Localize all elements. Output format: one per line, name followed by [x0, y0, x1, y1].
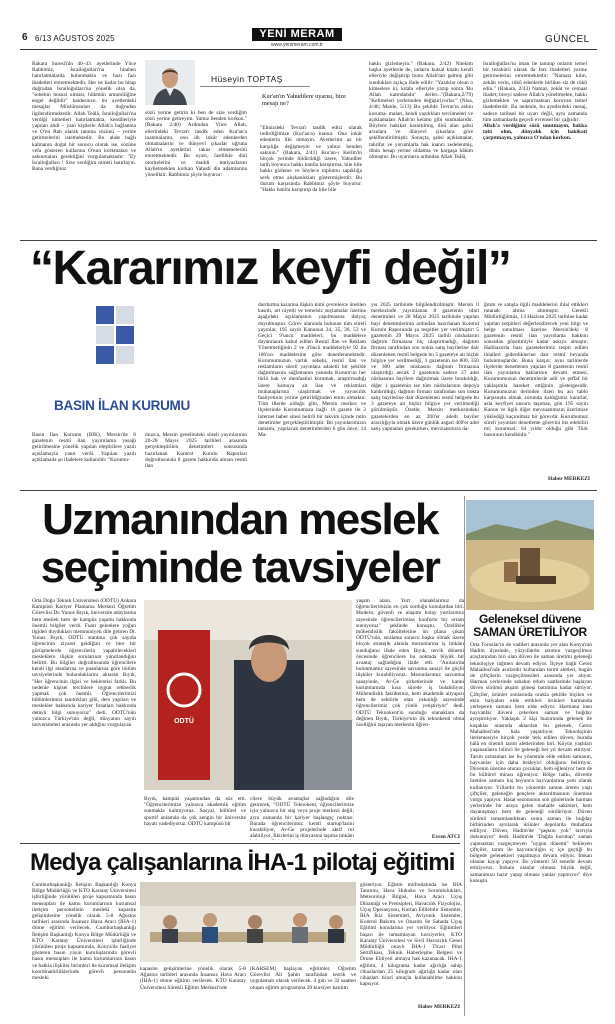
story1-text-1: Basın İlan Kurumu (BİK), Mersin'de 8 gazetenin resmî ilan yayımlama yasağı getirilmesine yönelik yapılan eleştirilere yazılı açıklamayla yanıt verdi. Yapılan yazılı açıklamada şu ifadelere kullanıldı: "Kurumu-	[32, 432, 136, 463]
bik-logo-text: BASIN İLAN KURUMU	[54, 398, 190, 413]
author-rule	[200, 86, 310, 87]
column-pull-quote: Kur'an'ın Yahudilere uyarısı, bize mesajı ne?	[262, 93, 346, 108]
odtu-stand-photo	[144, 600, 352, 790]
story2-headline-line1: Uzmanından meslek	[42, 495, 438, 544]
page-number: 6	[22, 32, 28, 43]
story2-text-1: Orta Doğu Teknik Üniversitesi (ODTÜ) Ankara Kampüsü Kariyer Planlama Merkezi Öğretim Görevlisi Dr. Yunus Bıyık, üniversite adaylarına hem meslek hem de kampüs yaşamı hakkında önemli bilgiler verdi. Fuarı gelenlere yoğun ilgiden duydukları memnuniyeti dile getiren Dr. Yunus Bıyık, ODTÜ stantına çok sayıda öğrencinin ziyaret geldiğini ve bire bir görüşmelerde öğrencilerin yapabilecekleri mesleklere ilişkin sorularının yanıtlandığını belirtti. Bu bilgiler doğrultusunda öğrencilere kendi ilgi alanlarına ve puanlarına göre bölüm tavsiyelerinde bulunduklarını aktaran Bıyık, "Her öğrencinin ilgisi ve beklentisi farklı. Bu nedenle kişisel tercihlere uygun rehberlik yapmak çok önemli. Öğrencilerimizi bölümlerimizi tanıttıkları gibi, ders yapıları ve meslekler hakkında kariyer fırsatları hakkında detaylı bilgi sunuyoruz" dedi. ODTÜ'nün yalnızca Türkiye'nin değil, dünyanın sayılı üniversiteleri arasında yer aldığını vurgulayan	[32, 598, 136, 729]
story3-text-1: Cumhurbaşkanlığı İletişim Başkanlığı Konya Bölge Müdürlüğü ve KTO Karatay Üniversitesi işbirliğinde yürütülen proje kapsamında basın mensupları ile kamu kurumlarının kurumsal iletişim personelinin mesleki kapasite gelişimlerine yönelik olarak 5-8 Ağustos tarihleri arasında İnsansız Hava Aracı (İHA-1) drone eğitimi verilecek. Cumhurbaşkanlığı İletişim Başkanlığı Konya Bölge Müdürlüğü ve KTO Karatay Üniversitesi işbirliğinde yürütülen proje kapsamında, Konya'da faaliyet gösteren basın yayın kuruluşlarında görevli basın mensupları ile kamu kurumlarının basın ve halkla ilişkiler birimleri ile kurumsal iletişim koordinatörlüklerinde görevli personelin mesleki	[32, 882, 136, 982]
sidebar-headline-line1: Geleneksel düvene	[479, 612, 581, 626]
story1-text-3: durdurma kararına ilişkin kimi çevrelerce üretilen kasıtlı, art niyetli ve temelsiz suçlamalar üzerine aşağıdaki açıklamanın yapılmasına ihtiyaç duyulmuştur. Görev alanında bulunan tüm süreli yayınlar, 195 sayılı Kanunun 34, 35, 36, 53 ve Geçici 9'uncu maddeleri; bu maddelere dayanılarak kabul edilen Resmî İlan ve Reklam Yönetmeliğinin 2 ve 4'üncü maddeleriyle 92 ila 106'ncı maddelerine göre denetlenmektedir. Kurumumuzun varlık sebebi, resmî ilan ve reklamların süreli yayınlara adaletli bir şekilde dağıtılmasını sağlamanın yanında Kurum'un her türlü hak ve menfaatini korumak, araştırmadığı üzere kamuya ait ilan ve reklamları muhataplarına ulaştırmak ve yayıncılık faaliyetinin yerine getirildiğinden emin olmaktır. Tüm illerde olduğu gibi, Mersin merkez ve ilçelerinde Kurumumuza bağlı 16 gazete ile 3 internet haber sitesi belirli bir takvim içinde rutin denetimler gerçekleştirilmiştir. Bu yayınlarımızın tamamı, yapılacak denetimlerden 6 gün önce, 14 Ma-	[258, 302, 366, 439]
bik-logo-mark	[32, 300, 212, 390]
column-text-4: hakkı gizlemeyin." (Bakara, 2/42) Nitekim başka ayetlerde de, onların kutsal kitabı kendi elleriyle değiştirip bunu Allah'tan gelmiş gibi sundukları açıkça ifade edilir: "Yazıklar olsun o kimselere ki, kitabı elleriyle yazıp sonra 'Bu Allah katındandır' derler..."(Bakara,2/79) "Kelimeleri yerlerinden değiştiriyorlar." (Nisa, 4/46; Maide, 5/13) Bu şekilde Tevrat'ın aslını koruma- maları, kendi yazdıkları tercümeleri ve açıklamaları Allah'ın kelamı gibi sunmalarıdır. Böylece hakikat karartılmış, dinî alan şahsi arzulara ve dünyevî çıkarlara göre şekillendirilmiştir. Sonuçta, şahsi açıklamalar, tahrifat ve yorumlarla hak inancı zedelenmiş, dinin hesap yerine oldatma ve kargaşa hâkim olmuştur. Bu uyarıların ardından Allah Teâlâ,	[369, 61, 473, 161]
column-closing-bold: Allah'a verdiğiniz sözü unutmayın, hakka tabi olun, dünyalık için hakikati çarpıtmayın, yalnızca O'ndan korkun.	[483, 123, 587, 142]
column-text-2: sözü yerine getirin ki ben de size verdiğim sözü yerine getireyim. Yalnız benden korkun." (Bakara 2/40) Ardından Yüce Allah, ellerindeki Tevrat'ı tasdik eden Kur'an'a inanmalarını, onu ilk inkâr edenlerden olmamalarını ve dünyevî çıkarlar uğruna Allah'ın ayetlerini takas etmemelerini emretmektedir. Bu uyarı, özellikle dinî otoritelerini ve maddi imtiyazlarını kaybetmekten korkan Yahudi din adamlarına yöneliktir. Rabbimiz şöyle buyurur:	[145, 110, 247, 179]
threshing-sled-photo	[466, 500, 594, 610]
author-photo	[145, 60, 195, 105]
story3-text-3: (KARSEM) başlayan eğitimler, Öğretim Görevlisi Ali Şahin tarafından teorik ve uygulamalı olarak verilecek. 4 gün ve 32 saatten oluşan eğitim programına 20 kursiyer katılım	[250, 966, 356, 991]
story1-signature: Haber MERKEZİ	[548, 476, 590, 482]
bik-logo	[32, 300, 212, 430]
column-text-1: Bakara Suresi'nin 40–43. ayetlerinde Yüce Rabbimiz, İsrailoğulları'na hitaben hatırlatmalarda bulunmakta ve bazı fazı ibadetleri emretmektedir. Her ne kadar bu hitap doğrudan İsrailoğulları'na yönelik olsa da, "sebebin hususi olması, hükmün umumiliğine engel değildir" kaidesince, bu ayetlerdeki mesajlar Müslümanları da doğrudan ilgilendirmektedir. Allah Teâlâ, İsrailoğulları'na verdiği nimetleri hatırlatmakta, kendileriyle yapılan ahdi – yani kişilerle Allah'a bağlanma ve O'nu Rab olarak tanıma sözünü – yerine getirmelerini istemektedir. Bu ahde bağlı kalmanın doğal bir sonucu olarak ise, sözüne vefa gösteren kullarına O'nun korkmaları ve sakınmaları gerektiğini vurgulamaktadır: "Ey İsrailoğulları ! Size verdiğim nimeti hatırlayın. Bana verdiğiniz	[32, 61, 136, 173]
column-text-3: "Elinizdeki Tevrat'ı tasdik edici olarak indirdiğimize (Kur'an'a) inanın. Ona inkâr edenlerin ilki olmayın. Ayetlerimi az bir karşılığa değişmeyin ve yalnız benden sakının." (Bakara, 2/41) Kur'an-ı Kerim'in birçok yerinde bildirildiği üzere, Yahudiler tarih boyunca hakkı batılla karıştırma, bile bile hakkı gizleme ve böylece toplumu sapıklığa sevk etme alışkanlıkları göstermişlerdir. Bu durum karşısında Rabbimiz şöyle buyurur: "Hakkı batılla karıştırıp da bile bile	[260, 125, 362, 194]
story2-col4-block	[250, 796, 354, 840]
masthead-logo: YENİ MERAM	[252, 28, 342, 41]
header-rule	[20, 49, 597, 50]
issue-date: 6/13 AĞUSTOS 2025	[35, 34, 115, 43]
sidebar-headline-line2: SAMAN ÜRETİLİYOR	[473, 625, 587, 639]
column-author: Hüseyin TOPTAŞ	[211, 74, 283, 84]
odtu-banner-text: ODTÜ	[174, 718, 194, 725]
story1-headline: “Kararımız keyfi değil”	[30, 242, 511, 295]
column-text-5-wrap	[483, 61, 587, 235]
sidebar-text: Orta Toroslar'ın de vadileri arasında yer alan Konya'nın Hadim ilçesinde, yüzyıllardır tarımın vazgeçilmez araçlarından biri olan düven ile saman üretimi geleneği teknolojiye rağmen devam ediyor. İlçeye bağlı Gerez Mahallesi'nde asırlardır kullanılan tarım aletleri, bugün de çiftçilerin vazgeçilmezleri arasında yer alıyor. Harman yerlerinde sabahın erken saatlerinde başlayan düven sürümü akşam güneşi batımına kadar sürüyor. Çiftçiler, ürünler sonlarında orakla şekilde biçilen ve ekin balyaları elde ettikleri ürünleri harmanda yerleşerek samanı hem elde ediyor. Harmana inen hayvanlar düveni çekerken saman ve buğday ayrıştırılıyor. Yaklaşık 2 kişi huzurunda gelenek ile kuşaklar arasında aktarılan bu gelenek, Gerez Mahallesi'nde hala yaşatılıyor. Teknolojinin ilerlemesiyle birçok yerde terk edilen düven, burada hâlâ en önemli tarım aletlerinden biri. Köyün yaşlıları yaşananların bilinci ile geleneği her yıl devam ettiriyor. Tarım uzmanları ise bu yöntemle elde edilen samanın, hayvanlar için daha besleyici olduğunu belirtiyor. Düvenin üzerine oturan çocuklar, hem eğleniyor hem de bu kültürel mirası öğreniyor. Bölge halkı, düvenle üretilen samanı kış boyunca hayvanlarına yem olarak kullanıyor. Yıllardır bu yöntemle saman üreten yaşlı çiftçiler, geleneğin gençlere aktarılmasının önemine vurgu yapıyor. Hasat sezonunun son günlerinde harman yerlerinde bir araya gelen mahalle sakinleri, hem dayanışmayı hem de geleneği sürdürüyor. Düven sürümü tamamlandıktan sonra saman ile buğday birbirinden ayrılarak ürünler depolarda muhafaza ediliyor. Düven, Hadim'de "şaşkını yok" tavrıyla dokunuyor" dedi. Hadim'de "Dağda kurutup" saman yapmaktan vazgeçmeyen "uygun dönemi" bekleyen çiftçiler, tarım ile hayvancılığın iç içe geçtiği bu bölgede gelenekleri yaşatmaya devam ediyor. İmkan olanlar kayıp yapıyor. Bu yöntemi 50 senedir devam ettiriyoruz. İmkanı olanlar olmasa büyük değil, samanımızı hazır yapıp olmasa yanlar yapmıyor" diye konuştu.	[470, 642, 592, 884]
story2-text-column-3: yaşam alanı. Yurt olanaklarımız da öğrencilerimizin en çok sorduğu konulardan biri. Modern, güvenli ve ulaşımı kolay yurtlarımız sayesinde öğrencilerimize konforlu bir ortam sunuyoruz" şeklinde konuştu. Özellikle mühendislik fakültelerine ön plana çıkan ODTÜ'nün, sıralama sonucu başka olmak üzere birçok stratejik alanda mezunlarına iş imkânı sunduğunu ifade eden Bıyık, tercih dönemi öncesinde öğrencilere bu noktada büyük bir avantaj sağladığını ifade etti. "Anılara'da bulunmamız sayesinde savunma sanayi ile güçlü ilişkiler kurabiliyoruz. Mezunlarımız savunma sanayinde, Ar-Ge şirketlerinde ve kamu kurumlarında kısa sürede iş bulabiliyor. Mühendislik fakültemiz, hem akademik altyapısı hem de sektörle olan yakınlığı sayesinde öğrencilerimiz çok yönlü yetiştiriyor" dedi. ODTÜ Teknokent'in sunduğu olanaklara da değinen Bıyık, Türkiye'nin ilk teknokenti olma özelliğini taşıyan merkezin öğren-	[356, 598, 464, 729]
story1-text-4: yıs 2025 tarihinde bilgilendirilmiştir. Mersin il merkezinde yayımlanan 8 gazetenin idari denetimleri ve 28 Mayıs 2025 tarihinde yapılan bayi denetimlerinin ardından hazırlanan Kontrol Kurulu Raporunda şu tespitler yer verilmiştir: 5 gazetenin 29 Mayıs 2025 tarihli nüshalarını dağıtım firmasına hiç ulaştırmadığı, dağıtım firması tarafından son nokta satış bayilerine dair düzenlenen resmî belgede bu 5 gazeteye ait hiçbir bilgiye yer verilmediği, 3 gazetenin ise 800, 350 ve 300 adet nüshasını dağıtım firmasına ulaştırdığı ancak 2 gazetenin sadece 27 adet nüshasının bayilere dağıtılmak üzere bırakıldığı, diğer 1 gazetenin ise tüm nüshalarının depoya kaldırıldığı, dağıtım firması tarafından son nokta satış bayilerine dair düzenlenen resmî belgede bu 3 gazeteye ait hiçbir bilgiye yer verilmediği görülmüştür. Özetle; Mersin merkezindeki gazetelerden en az 200'er adedi bayiler aracılığıyla olmak üzere günlük asgari 400'er adet satış yapmaları gerekirken, mevzuatımıza da-	[371, 302, 479, 433]
column-divider	[20, 240, 597, 241]
story2-signature: Evren ATCI	[431, 834, 460, 840]
story1-text-5: ğıtım ve satışla ilgili maddelerini ihlal ettikleri tutanak altına alınmıştır. Gerekli Müdürlüğümüz, 13 Haziran 2025 tarihine kadar yapılan tespitleri değerlendirecek yeni bilgi ve belge sunulması üzerine Mersin'deki 8 gazetenin resmî ilan yayınlama hakkını sonradan gözetimiyle kadar askıya almıştır. Halihazırda bazı gazetelerimiz tespit edilen ihlalleri giderdiklerine dair resmî beyanda bulunmuşlardır. Buna karşın; aynı tarihlerde ilçelerde denetlenen yapılan 8 gazetenin resmî ilan yayınlama haklarının devam etmesi, Kurumumuzun denetimlerde adil ve şeffaf bir yaklaşımla hareket ettiğinin göstergesidir. Kurumumuzun derinden ilzen bu acı tablo karşısında almak zorunda kaldığımız kararlar, asla keyfiyet unsuru taşımaz, gün 195 sayılı Kanun ve ilgili diğer mevzuatımızın üzerimize yüklediği kaçınılmaz bir görevdir. Kurumumuz süreli yayınları denetleme görevini itis edebiliri mi; kurumsal; 64 yıldır olduğu gibi Türk basınının kendisidir."	[484, 302, 588, 439]
story3-text-2: kapasite gelişimlerine yönelik olarak 5-8 Ağustos tarihleri arasında İnsansız Hava Aracı (İHA-1) drone eğitimi verilecek. KTO Karatay Üniversitesi Sürekli Eğitim Merkezi'nde	[140, 966, 246, 991]
story1-text-2: muzca, Mersin genelindeki süreli yayınlarının 20-28 Mayıs 2025 tarihleri arasında gerçekleştirilen denetimleri sonrasında hazırlanan Kontrol Kurulu Raporları doğrultusunda 8 gazete hakkında alınan resmî ilan	[145, 432, 247, 470]
story3-signature: Haber MERKEZİ	[418, 1004, 460, 1010]
column-text-5: İsrailoğulları'nı iman ile tanınıp onların temel bir tezahürü olarak da farz ibadetleri yerine getirmelerini emretmektedir: "Namazı kılın, zekâtı verin, rükû edenlerle birlikte siz de rükû edin." (Bakara, 2/43) Namaz, zekât ve cemaat ibadet; bireyi sadece Allah'a yöneltmekte, hakkı gizlemekten ve saptırmaktan koruyan temel ibadetlerdir. Bu nedenle, bu ayetlerdeki mesaj, sadece tarihsel bir uyarı değil, aynı zamanda tüm zamanlarda geçerli evrensel bir çağrıdır:	[483, 61, 587, 123]
story2-divider	[20, 843, 460, 844]
story2-headline-line2: seçiminde tavsiyeler	[40, 543, 440, 592]
story3-text-4: gösteriyor. Eğitim müfredatında ise İHA Tanıtımı, Hava Hukuku ve Sorumlulukları, Meteoroloji Bilgisi, Hava Aracı Uçuş Dinamiği ve Prensipleri, Havacılık Fizyolojisi, Uçuş Operasyonu, Kurtan Edilebilir Sistemler, İHA İkiz Sistemleri, Aviyonik Sistemler, Kontrol Bakımı ve Onarım ile Sahada Uçuş Eğitimi konularına yer veriliyor. Eğitimleri başarı ile tamamlayan kursiyerler, KTO Karatay Üniversitesi ve Sivil Havacılık Genel Müdürlüğü onaylı İHA-1 Ticari Pilot Sertifikası, Teknik Haberleşme Belgesi ve Drone Ehliyeti almaya hak kazanacak. İHA-1 eğitimi, 4 kilograma kadar ağırlığa sahip cihazlardan 25 kilogram ağırlığa kadar olan cihazları ticari amaçla kullanabilme hakkını kapsıyor.	[360, 882, 462, 988]
website-url: www.yenimeram.com.tr	[271, 42, 323, 48]
story3-headline: Medya çalışanlarına İHA-1 pilotaj eğitimi	[30, 849, 455, 876]
story2-text-2: Bıyık, kampüs yaşamından da söz etti. "Öğrencilerimize yalnızca akademik eğitim sunmakla kalmıyoruz. Sosyal, kültürel ve sportif anlamda da çok zengin bir üniversite hayatı vadediyoruz. ODTÜ kampüsü bir	[144, 796, 246, 827]
sidebar-divider	[464, 496, 465, 1016]
drone-training-photo	[140, 882, 356, 962]
story1-divider	[20, 490, 597, 491]
story2-text-col-4: cilere büyük avantajlar sağladığını dile getirerek, "ODTÜ Teknokent, öğrencilerimize için yalnızca bir staj veya proje merkezi değil; aynı zamanda bir kariyer başlangıç noktası. Burada öğrencilerimiz kendi startup'larını kurabiliyor, Ar-Ge projelerinde aktif rol alabiliyor, fikirlerini iş dünyasına taşıma imkânı	[250, 796, 354, 840]
section-label: GÜNCEL	[545, 34, 590, 45]
